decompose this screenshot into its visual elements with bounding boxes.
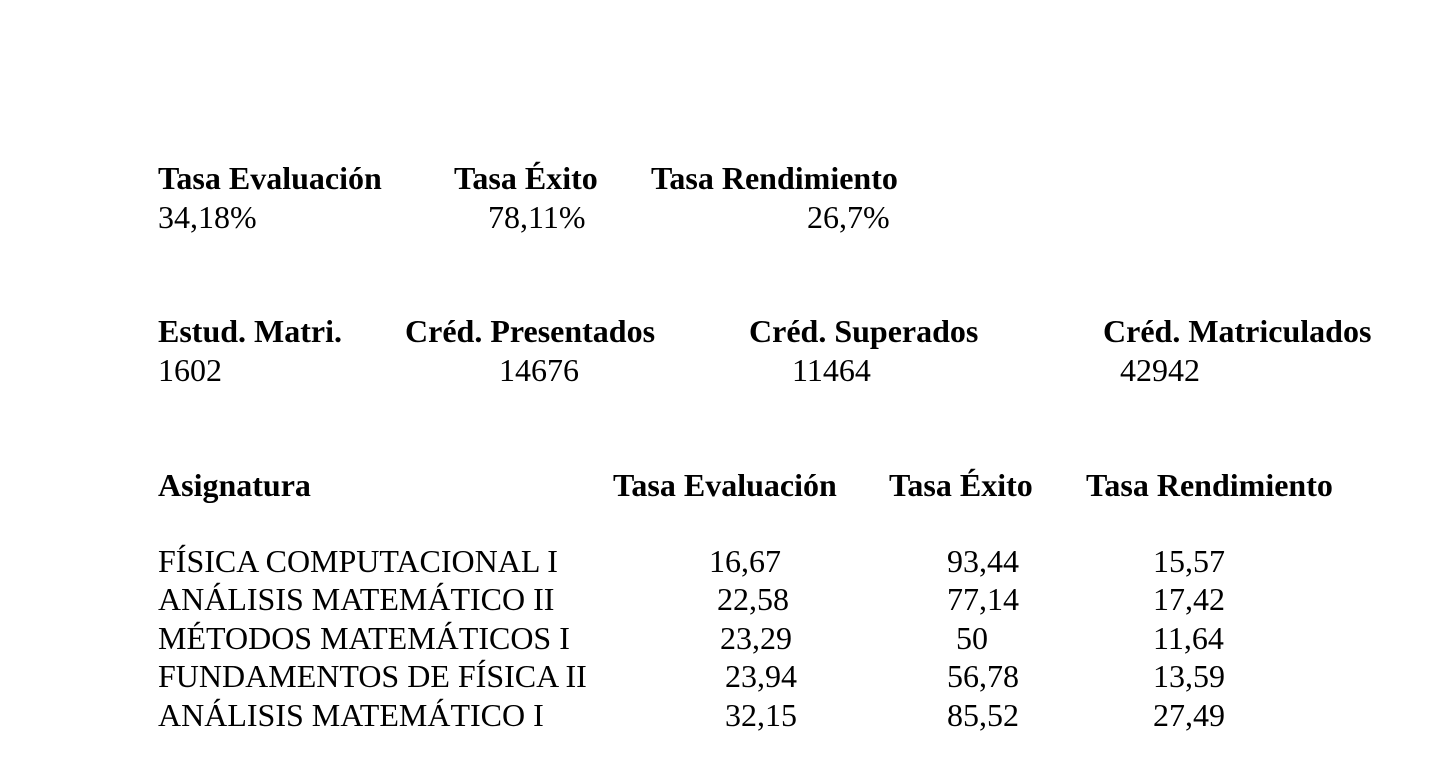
count-header-superados: Créd. Superados [749,313,979,349]
subject-name: ANÁLISIS MATEMÁTICO II [158,581,555,617]
rate-header-exito: Tasa Éxito [454,160,598,196]
count-value-estudiantes: 1602 [158,352,222,388]
rate-value-exito: 78,11% [488,199,586,235]
subject-exito: 93,44 [947,543,1019,579]
rate-header-evaluacion: Tasa Evaluación [158,160,382,196]
subject-evaluacion: 23,94 [725,658,797,694]
table-header-exito: Tasa Éxito [889,467,1033,503]
subject-exito: 56,78 [947,658,1019,694]
table-header-evaluacion: Tasa Evaluación [613,467,837,503]
rate-value-rendimiento: 26,7% [807,199,890,235]
subject-exito: 50 [956,620,988,656]
subject-rendimiento: 17,42 [1153,581,1225,617]
subject-name: FÍSICA COMPUTACIONAL I [158,543,558,579]
count-value-presentados: 14676 [499,352,579,388]
rate-header-rendimiento: Tasa Rendimiento [651,160,898,196]
subject-rendimiento: 27,49 [1153,697,1225,733]
rate-value-evaluacion: 34,18% [158,199,257,235]
subject-evaluacion: 22,58 [717,581,789,617]
count-value-matriculados: 42942 [1120,352,1200,388]
count-header-matriculados: Créd. Matriculados [1103,313,1372,349]
subject-name: FUNDAMENTOS DE FÍSICA II [158,658,587,694]
subject-evaluacion: 32,15 [725,697,797,733]
count-header-estudiantes: Estud. Matri. [158,313,342,349]
subject-rendimiento: 15,57 [1153,543,1225,579]
subject-rendimiento: 11,64 [1153,620,1224,656]
subject-evaluacion: 23,29 [720,620,792,656]
subject-evaluacion: 16,67 [709,543,781,579]
count-header-presentados: Créd. Presentados [405,313,656,349]
table-header-rendimiento: Tasa Rendimiento [1086,467,1333,503]
subject-exito: 85,52 [947,697,1019,733]
subject-name: MÉTODOS MATEMÁTICOS I [158,620,570,656]
subject-exito: 77,14 [947,581,1019,617]
subject-rendimiento: 13,59 [1153,658,1225,694]
count-value-superados: 11464 [792,352,871,388]
subject-name: ANÁLISIS MATEMÁTICO I [158,697,544,733]
table-header-asignatura: Asignatura [158,467,311,503]
